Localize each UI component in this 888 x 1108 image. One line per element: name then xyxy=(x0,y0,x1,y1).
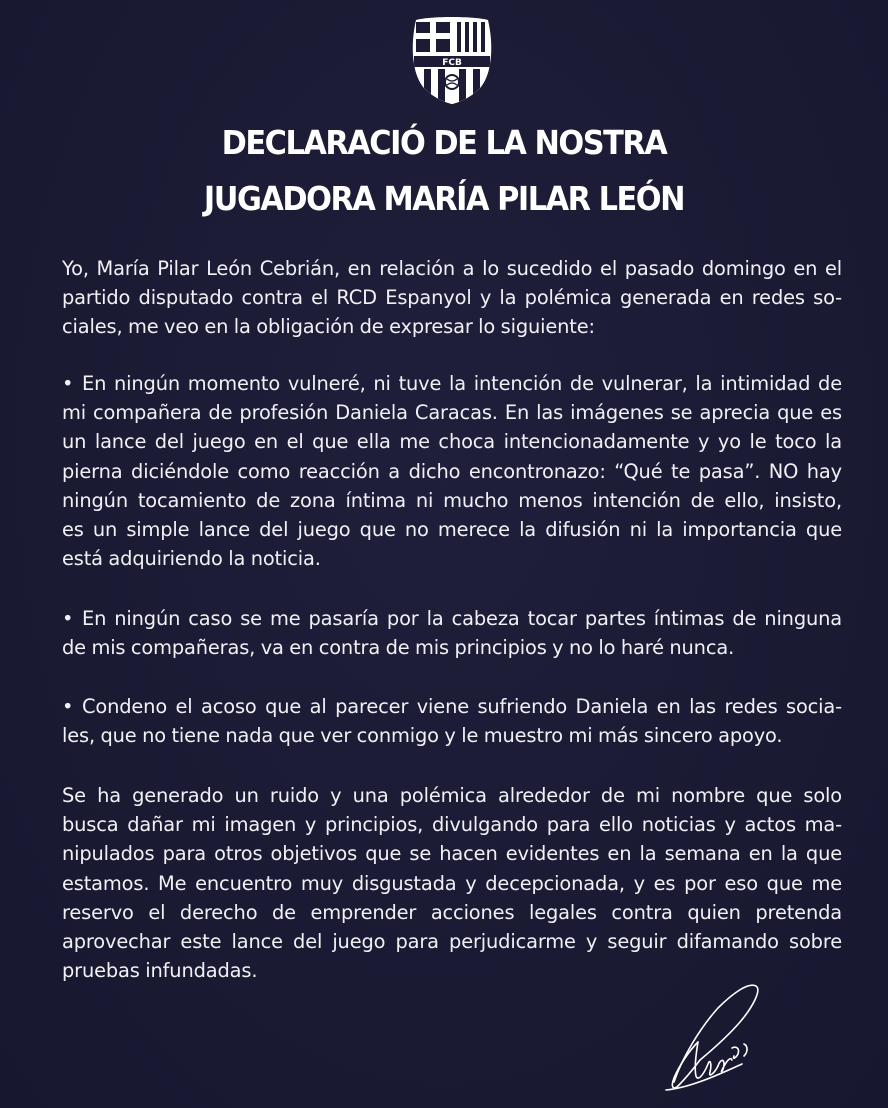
handwritten-signature xyxy=(660,978,770,1096)
paragraph-line: Se ha generado un ruido y una polémica alrededor de mi nombre que solo xyxy=(62,784,842,807)
bullet-item-1 xyxy=(62,369,842,573)
paragraph-line: partido disputado contra el RCD Espanyol y la polémica generada en redes so- xyxy=(62,286,842,310)
crest-text: FCB xyxy=(442,58,462,68)
paragraph-line: aprovechar este lance del juego para perjudicarme y seguir difamando sobre xyxy=(62,930,842,954)
bullet-line: mi compañera de profesión Daniela Caracas. En las imágenes se aprecia que es xyxy=(62,401,842,425)
bullet-line: un lance del juego en el que ella me choca intencionadamente y yo le toco la xyxy=(62,430,842,454)
paragraph-line: Yo, María Pilar León Cebrián, en relación a lo sucedido el pasado domingo en el xyxy=(62,257,842,280)
paragraph-line: busca dañar mi imagen y principios, divulgando para ello noticias y actos ma- xyxy=(62,813,842,837)
bullet-line xyxy=(62,369,842,398)
bullet-item-3 xyxy=(62,692,842,750)
bullet-line xyxy=(62,604,842,633)
bullet-line xyxy=(62,692,842,721)
bullet-line: les, que no tiene nada que ver conmigo y le muestro mi más sincero apoyo. xyxy=(62,724,783,748)
bullet-line: está adquiriendo la noticia. xyxy=(62,547,321,571)
paragraph-line: reservo el derecho de emprender acciones legales contra quien pretenda xyxy=(62,900,842,924)
bullet-text: En ningún momento vulneré, ni tuve la intención de vulnerar, la intimidad de xyxy=(82,372,842,395)
bullet-item-2 xyxy=(62,604,842,662)
title-line-2: JUGADORA MARÍA PILAR LEÓN xyxy=(203,179,685,218)
paragraph-line: nipulados para otros objetivos que se hacen evidentes en la semana en la que xyxy=(62,842,842,866)
bullet-marker: • xyxy=(62,607,74,630)
bullet-text: En ningún caso se me pasaría por la cabeza tocar partes íntimas de ninguna xyxy=(82,607,842,630)
paragraph-line: estamos. Me encuentro muy disgustada y decepcionada, y es por eso que me xyxy=(62,871,842,895)
paragraph-line: ciales, me veo en la obligación de expresar lo siguiente: xyxy=(62,315,595,339)
paragraph-line: pruebas infundadas. xyxy=(62,959,258,983)
closing-paragraph xyxy=(62,781,842,985)
bullet-text: Condeno el acoso que al parecer viene sufriendo Daniela en las redes socia- xyxy=(82,695,842,718)
bullet-line: ningún tocamiento de zona íntima ni mucho menos intención de ello, insisto, xyxy=(62,488,842,512)
intro-paragraph xyxy=(62,254,842,342)
bullet-line: es un simple lance del juego que no merece la difusión ni la importancia que xyxy=(62,518,842,542)
bullet-marker: • xyxy=(62,695,74,718)
bullet-marker: • xyxy=(62,372,74,395)
title-line-1: DECLARACIÓ DE LA NOSTRA xyxy=(221,123,667,162)
bullet-line: de mis compañeras, va en contra de mis principios y no lo haré nunca. xyxy=(62,636,735,660)
fcb-crest-logo xyxy=(410,16,494,104)
bullet-line: pierna diciéndole como reacción a dicho encontronazo: “Qué te pasa”. NO hay xyxy=(62,459,842,483)
